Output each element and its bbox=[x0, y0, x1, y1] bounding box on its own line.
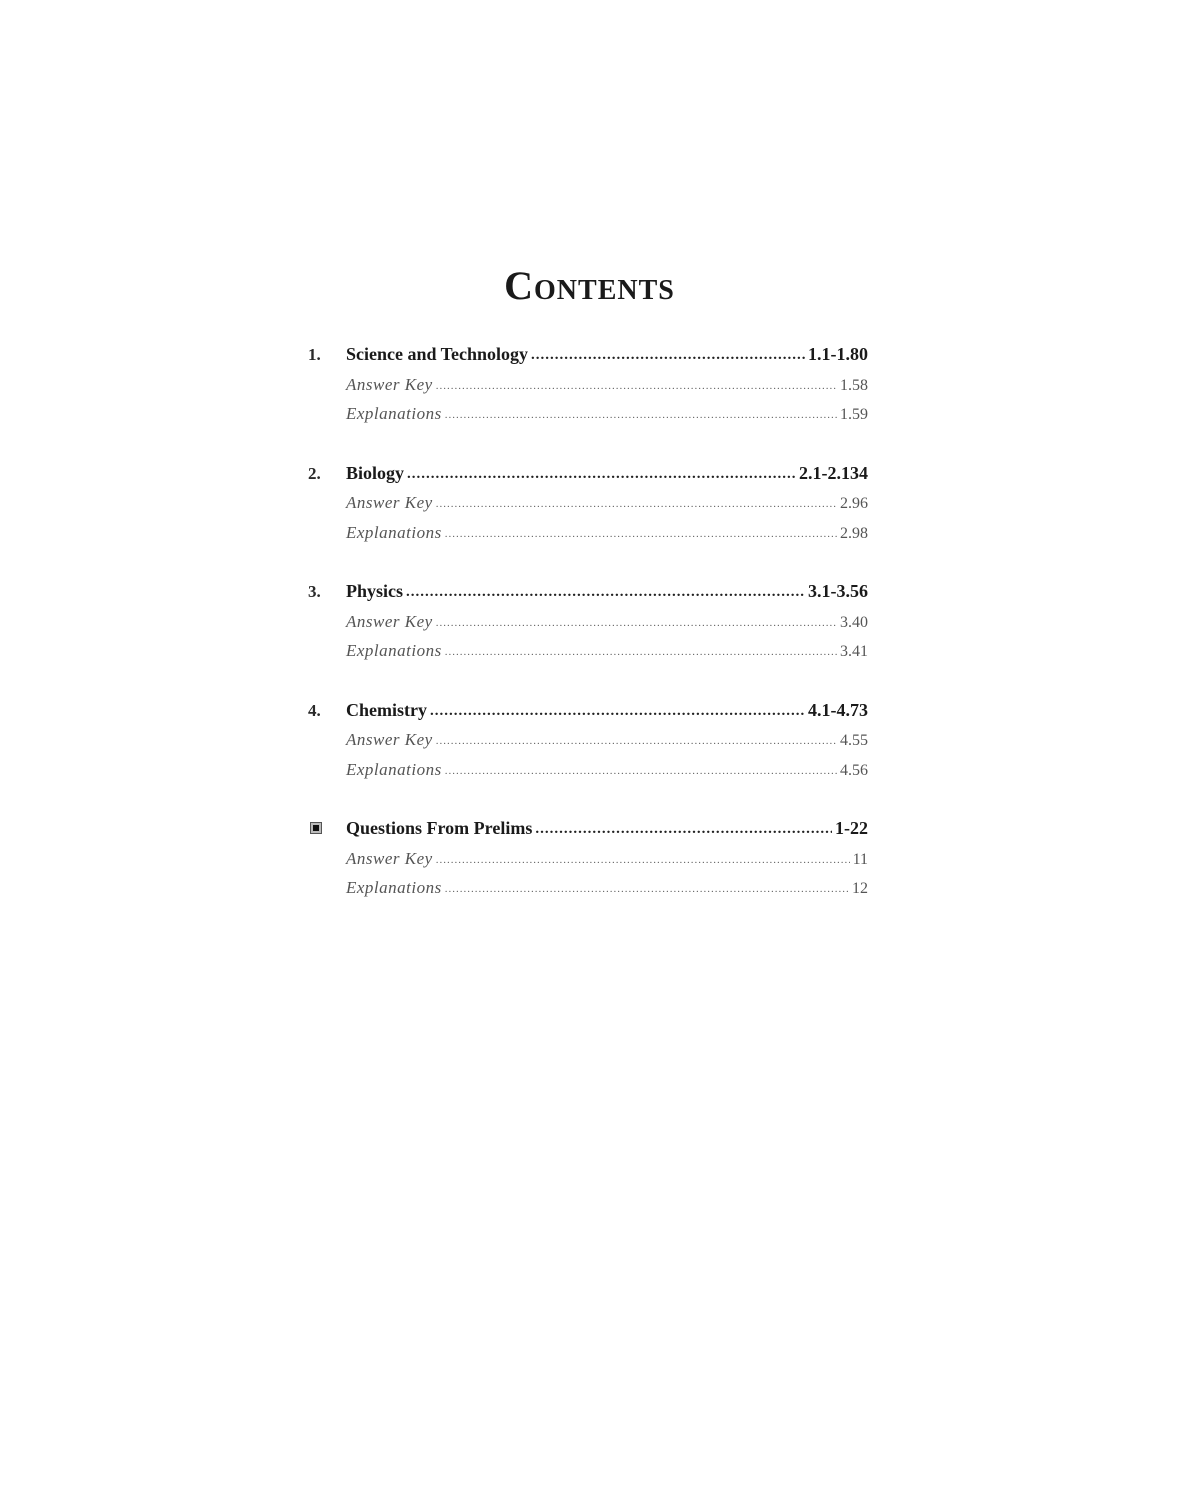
dot-leader bbox=[436, 490, 837, 518]
table-of-contents bbox=[308, 340, 868, 933]
toc-subentry[interactable] bbox=[308, 725, 868, 755]
subentry-title: Explanations bbox=[346, 404, 442, 423]
section-pages: 2.1-2.134 bbox=[799, 462, 868, 483]
subentry-page: 3.40 bbox=[840, 613, 868, 631]
dot-leader bbox=[531, 341, 805, 370]
section-pages: 3.1-3.56 bbox=[808, 581, 868, 601]
dot-leader bbox=[430, 697, 805, 726]
subentry-page: 11 bbox=[852, 850, 868, 868]
toc-subentry[interactable] bbox=[308, 488, 868, 518]
subentry-page: 4.55 bbox=[840, 732, 868, 749]
section-title: Chemistry bbox=[346, 699, 427, 720]
section-number: 1. bbox=[308, 345, 321, 364]
section-title: Science and Technology bbox=[346, 344, 529, 364]
section-number: 3. bbox=[308, 582, 321, 601]
section-number: 4. bbox=[308, 700, 321, 720]
subentry-page: 12 bbox=[852, 880, 868, 897]
dot-leader bbox=[445, 757, 837, 785]
subentry-title: Answer Key bbox=[346, 730, 433, 749]
dot-leader bbox=[436, 609, 837, 637]
dot-leader bbox=[445, 401, 837, 429]
dot-leader bbox=[445, 520, 837, 548]
toc-entry[interactable] bbox=[308, 696, 868, 726]
subentry-title: Answer Key bbox=[346, 374, 433, 394]
section-pages: 1-22 bbox=[835, 818, 868, 838]
subentry-title: Explanations bbox=[346, 759, 442, 779]
subentry-title: Answer Key bbox=[346, 611, 433, 631]
subentry-title: Answer Key bbox=[346, 493, 433, 512]
toc-subentry[interactable] bbox=[308, 399, 868, 429]
toc-section bbox=[308, 459, 868, 548]
subentry-page: 4.56 bbox=[840, 761, 868, 779]
subentry-title: Explanations bbox=[346, 878, 442, 897]
toc-section bbox=[308, 696, 868, 785]
section-marker bbox=[308, 814, 346, 844]
section-title: Biology bbox=[346, 462, 405, 483]
dot-leader bbox=[535, 815, 832, 844]
toc-subentry[interactable] bbox=[308, 844, 868, 874]
toc-section bbox=[308, 577, 868, 666]
toc-section bbox=[308, 814, 868, 903]
subentry-title: Explanations bbox=[346, 641, 442, 660]
section-pages: 1.1-1.80 bbox=[808, 344, 868, 364]
section-title: Physics bbox=[346, 581, 404, 601]
section-pages: 4.1-4.73 bbox=[808, 699, 868, 720]
toc-subentry[interactable] bbox=[308, 755, 868, 785]
subentry-title: Explanations bbox=[346, 522, 442, 542]
subentry-page: 2.96 bbox=[840, 495, 868, 512]
toc-entry[interactable] bbox=[308, 340, 868, 370]
toc-subentry[interactable] bbox=[308, 873, 868, 903]
toc-subentry[interactable] bbox=[308, 636, 868, 666]
dot-leader bbox=[436, 727, 837, 755]
toc-subentry[interactable] bbox=[308, 370, 868, 400]
section-number: 2. bbox=[308, 463, 321, 483]
section-title: Questions From Prelims bbox=[346, 818, 533, 838]
dot-leader bbox=[407, 460, 796, 489]
dot-leader bbox=[445, 638, 837, 666]
toc-entry[interactable] bbox=[308, 459, 868, 489]
dot-leader bbox=[445, 875, 849, 903]
subentry-page: 1.58 bbox=[840, 376, 868, 394]
subentry-title: Answer Key bbox=[346, 848, 433, 868]
subentry-page: 3.41 bbox=[840, 643, 868, 660]
toc-entry[interactable] bbox=[308, 577, 868, 607]
dot-leader bbox=[436, 372, 837, 400]
square-bullet-icon bbox=[310, 822, 322, 834]
dot-leader bbox=[436, 846, 850, 874]
toc-subentry[interactable] bbox=[308, 518, 868, 548]
subentry-page: 1.59 bbox=[840, 406, 868, 423]
toc-subentry[interactable] bbox=[308, 607, 868, 637]
subentry-page: 2.98 bbox=[840, 524, 868, 542]
page-title: Contents bbox=[504, 263, 675, 308]
dot-leader bbox=[406, 578, 805, 607]
toc-section bbox=[308, 340, 868, 429]
toc-entry[interactable] bbox=[308, 814, 868, 844]
